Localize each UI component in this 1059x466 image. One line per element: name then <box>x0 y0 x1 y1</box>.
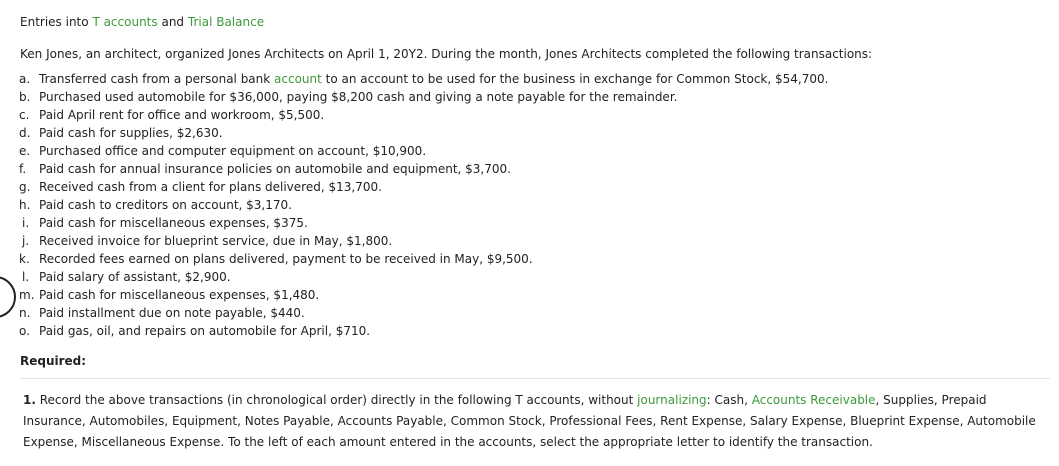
transaction-item <box>18 197 828 215</box>
transaction-letter: j. <box>22 234 30 248</box>
transaction-text: Received cash from a client for plans delivered, $13,700. <box>39 180 382 194</box>
transaction-text: Transferred cash from a personal bank <box>39 72 275 86</box>
transaction-letter: k. <box>19 252 30 266</box>
requirement-text-post: , Supplies, Prepaid Insurance, Automobiles, Equipment, Notes Payable, Accounts Payable, Common Stock, Professional Fees, Rent Expense, Salary Expense, Blueprint Expense, Automobile Expense, Miscellaneous Expense. To the left of each amount entered in the accounts, select the appropriate letter to identify the transaction. <box>23 393 1036 449</box>
transaction-letter: c. <box>19 108 30 122</box>
transaction-item <box>18 323 828 341</box>
transaction-item <box>18 287 828 305</box>
transaction-text: Purchased office and computer equipment on account, $10,900. <box>39 144 427 158</box>
transaction-letter: i. <box>22 216 30 230</box>
title-and: and <box>161 15 185 29</box>
transaction-letter: h. <box>19 198 31 212</box>
transaction-letter: d. <box>19 126 31 140</box>
title-prefix: Entries into <box>20 15 89 29</box>
transaction-item <box>18 305 828 323</box>
journalizing-link[interactable]: journalizing <box>637 393 707 407</box>
transaction-item <box>18 125 828 143</box>
transaction-letter: a. <box>19 72 31 86</box>
transaction-text: Paid cash for annual insurance policies on automobile and equipment, $3,700. <box>39 162 511 176</box>
transaction-text: Paid installment due on note payable, $440. <box>39 306 305 320</box>
section-divider <box>20 378 1050 379</box>
required-heading: Required: <box>20 354 87 368</box>
transaction-list <box>18 71 828 341</box>
transaction-text: Paid cash to creditors on account, $3,170. <box>39 198 292 212</box>
account-link[interactable]: account <box>274 72 322 86</box>
transaction-text: Paid April rent for office and workroom, $5,500. <box>39 108 325 122</box>
transaction-item <box>18 269 828 287</box>
transaction-text: Paid salary of assistant, $2,900. <box>39 270 231 284</box>
transaction-text: Paid cash for miscellaneous expenses, $375. <box>39 216 308 230</box>
transaction-text: Paid cash for miscellaneous expenses, $1,480. <box>39 288 320 302</box>
accounts-receivable-link[interactable]: Accounts Receivable <box>751 393 876 407</box>
transaction-letter: g. <box>19 180 31 194</box>
transaction-item <box>18 215 828 233</box>
transaction-item <box>18 71 828 89</box>
transaction-letter: n. <box>19 306 31 320</box>
page-title <box>20 14 264 30</box>
transaction-letter: f. <box>19 162 27 176</box>
transaction-text: Received invoice for blueprint service, due in May, $1,800. <box>39 234 393 248</box>
transaction-text: Paid gas, oil, and repairs on automobile for April, $710. <box>39 324 371 338</box>
transaction-letter: b. <box>19 90 31 104</box>
transaction-item <box>18 143 828 161</box>
transaction-text-post: to an account to be used for the business in exchange for Common Stock, $54,700. <box>321 72 829 86</box>
requirement-number: 1. <box>23 393 36 407</box>
circle-annotation-icon <box>0 276 16 318</box>
requirement-text-mid: : Cash, <box>706 393 752 407</box>
transaction-item <box>18 233 828 251</box>
intro-paragraph: Ken Jones, an architect, organized Jones Architects on April 1, 20Y2. During the month, Jones Architects completed the following transactions: <box>20 47 873 61</box>
requirement-text-pre: Record the above transactions (in chronological order) directly in the following T accounts, without <box>35 393 638 407</box>
trial-balance-link[interactable]: Trial Balance <box>187 15 265 29</box>
transaction-letter: o. <box>19 324 30 338</box>
transaction-item <box>18 179 828 197</box>
transaction-letter: m. <box>19 288 35 302</box>
transaction-letter: l. <box>22 270 30 284</box>
transaction-letter: e. <box>19 144 31 158</box>
transaction-item <box>18 251 828 269</box>
transaction-item <box>18 161 828 179</box>
transaction-item <box>18 89 828 107</box>
transaction-text: Purchased used automobile for $36,000, paying $8,200 cash and giving a note payable for the remainder. <box>39 90 678 104</box>
requirement-1 <box>23 390 1053 453</box>
transaction-item <box>18 107 828 125</box>
transaction-text: Recorded fees earned on plans delivered, payment to be received in May, $9,500. <box>39 252 533 266</box>
transaction-text: Paid cash for supplies, $2,630. <box>39 126 223 140</box>
t-accounts-link[interactable]: T accounts <box>92 15 158 29</box>
